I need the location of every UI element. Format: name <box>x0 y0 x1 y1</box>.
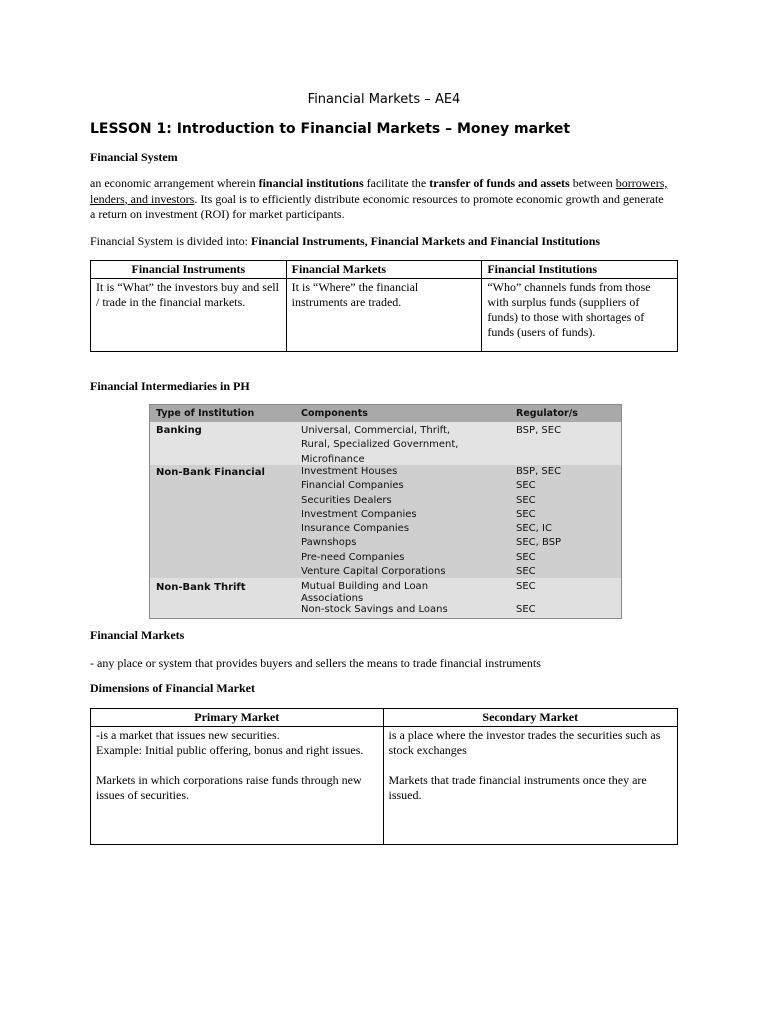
primary-line-3: Markets in which corporations raise funds through new issues of securities. <box>96 773 362 802</box>
nonbank-financial-row <box>150 465 621 578</box>
regulator-item: SEC <box>516 566 536 578</box>
def-underlined: borrowers, lenders, and investors <box>90 176 668 206</box>
divided-bold: Financial Instruments, Financial Markets and Financial Institutions <box>251 234 601 248</box>
component-item: Rural, Specialized Government, <box>301 439 459 451</box>
cell-markets-desc: It is “Where” the financial instruments are traded. <box>286 279 482 352</box>
document-title: Financial Markets – AE4 <box>307 92 461 107</box>
header-secondary-market: Secondary Market <box>383 709 678 727</box>
header-financial-institutions: Financial Institutions <box>482 261 678 279</box>
def-text-4: . Its goal is to efficiently distribute economic resources to promote economic growth and generate a return on investment (ROI) for market participants. <box>90 191 664 221</box>
def-bold-2: transfer of funds and assets <box>429 176 570 190</box>
spacer <box>389 758 673 773</box>
regulator-item: SEC <box>516 508 536 520</box>
component-item: Securities Dealers <box>301 494 392 506</box>
financial-markets-definition: - any place or system that provides buyers and sellers the means to trade financial instruments <box>90 656 541 670</box>
financial-markets-heading: Financial Markets <box>90 628 185 642</box>
component-item: Investment Houses <box>301 466 398 477</box>
divided-prefix: Financial System is divided into: <box>90 234 251 248</box>
regulator-item: SEC, IC <box>516 523 552 535</box>
regulator-item: BSP, SEC <box>516 466 562 477</box>
nonbank-thrift-row <box>150 578 621 618</box>
component-item: Universal, Commercial, Thrift, <box>301 425 451 436</box>
header-financial-markets: Financial Markets <box>286 261 482 279</box>
header-financial-instruments: Financial Instruments <box>91 261 287 279</box>
component-item: Non-stock Savings and Loans <box>301 604 448 615</box>
regulator-item: SEC, BSP <box>516 537 562 549</box>
regulators-nonbank <box>516 465 561 579</box>
regulator-item: SEC <box>516 581 536 592</box>
def-text-1: an economic arrangement wherein <box>90 176 259 190</box>
component-item: Insurance Companies <box>301 523 410 535</box>
component-item: Investment Companies <box>301 508 417 520</box>
component-item: Microfinance <box>301 453 365 465</box>
cell-instruments-desc: It is “What” the investors buy and sell / trade in the financial markets. <box>91 279 287 352</box>
regulator-item: SEC <box>516 494 536 506</box>
regulator-item <box>516 593 536 605</box>
component-item: Pawnshops <box>301 537 357 549</box>
header-type: Type of Institution <box>156 408 255 419</box>
financial-system-heading: Financial System <box>90 150 178 164</box>
cell-primary-market <box>91 727 384 845</box>
component-item: Pre-need Companies <box>301 551 405 563</box>
def-text-3: between <box>569 176 616 190</box>
header-primary-market: Primary Market <box>91 709 384 727</box>
header-components: Components <box>301 408 368 419</box>
banking-row <box>150 422 621 465</box>
primary-line-1: -is a market that issues new securities. <box>96 728 280 742</box>
intermediaries-header-row <box>150 405 621 422</box>
spacer <box>96 758 378 773</box>
components-table <box>90 260 678 352</box>
cell-institutions-desc: “Who” channels funds from those with surplus funds (suppliers of funds) to those with shortages of funds (users of funds). <box>482 279 678 352</box>
def-text-2: facilitate the <box>363 176 430 190</box>
cell-secondary-market <box>383 727 678 845</box>
component-item: Financial Companies <box>301 480 404 492</box>
type-nonbank-thrift: Non-Bank Thrift <box>156 582 246 593</box>
component-item: Associations <box>301 592 364 604</box>
dimensions-heading: Dimensions of Financial Market <box>90 681 255 695</box>
primary-line-2: Example: Initial public offering, bonus and right issues. <box>96 743 364 757</box>
regulator-item: SEC <box>516 604 536 615</box>
component-item: Mutual Building and Loan <box>301 581 429 592</box>
components-banking <box>301 424 501 467</box>
regulators-banking <box>516 424 561 438</box>
lesson-title: LESSON 1: Introduction to Financial Markets – Money market <box>90 121 571 137</box>
component-item: Venture Capital Corporations <box>301 566 446 578</box>
secondary-line-2: Markets that trade financial instruments once they are issued. <box>388 773 647 802</box>
intermediaries-table-image <box>149 404 622 619</box>
type-nonbank-financial: Non-Bank Financial <box>156 467 265 478</box>
intermediaries-heading: Financial Intermediaries in PH <box>90 379 250 393</box>
type-banking: Banking <box>156 425 202 436</box>
header-regulators: Regulator/s <box>516 408 578 419</box>
regulator-item: SEC <box>516 480 536 492</box>
regulator-item: SEC <box>516 551 536 563</box>
financial-system-definition <box>90 176 670 223</box>
regulator-item: BSP, SEC <box>516 425 562 436</box>
secondary-line-1: is a place where the investor trades the securities such as stock exchanges <box>388 728 661 757</box>
financial-system-divided <box>90 234 670 250</box>
components-thrift <box>301 581 501 616</box>
def-bold-1: financial institutions <box>258 176 364 190</box>
components-nonbank <box>301 465 501 579</box>
dimensions-table <box>90 708 678 845</box>
regulators-thrift <box>516 581 536 616</box>
